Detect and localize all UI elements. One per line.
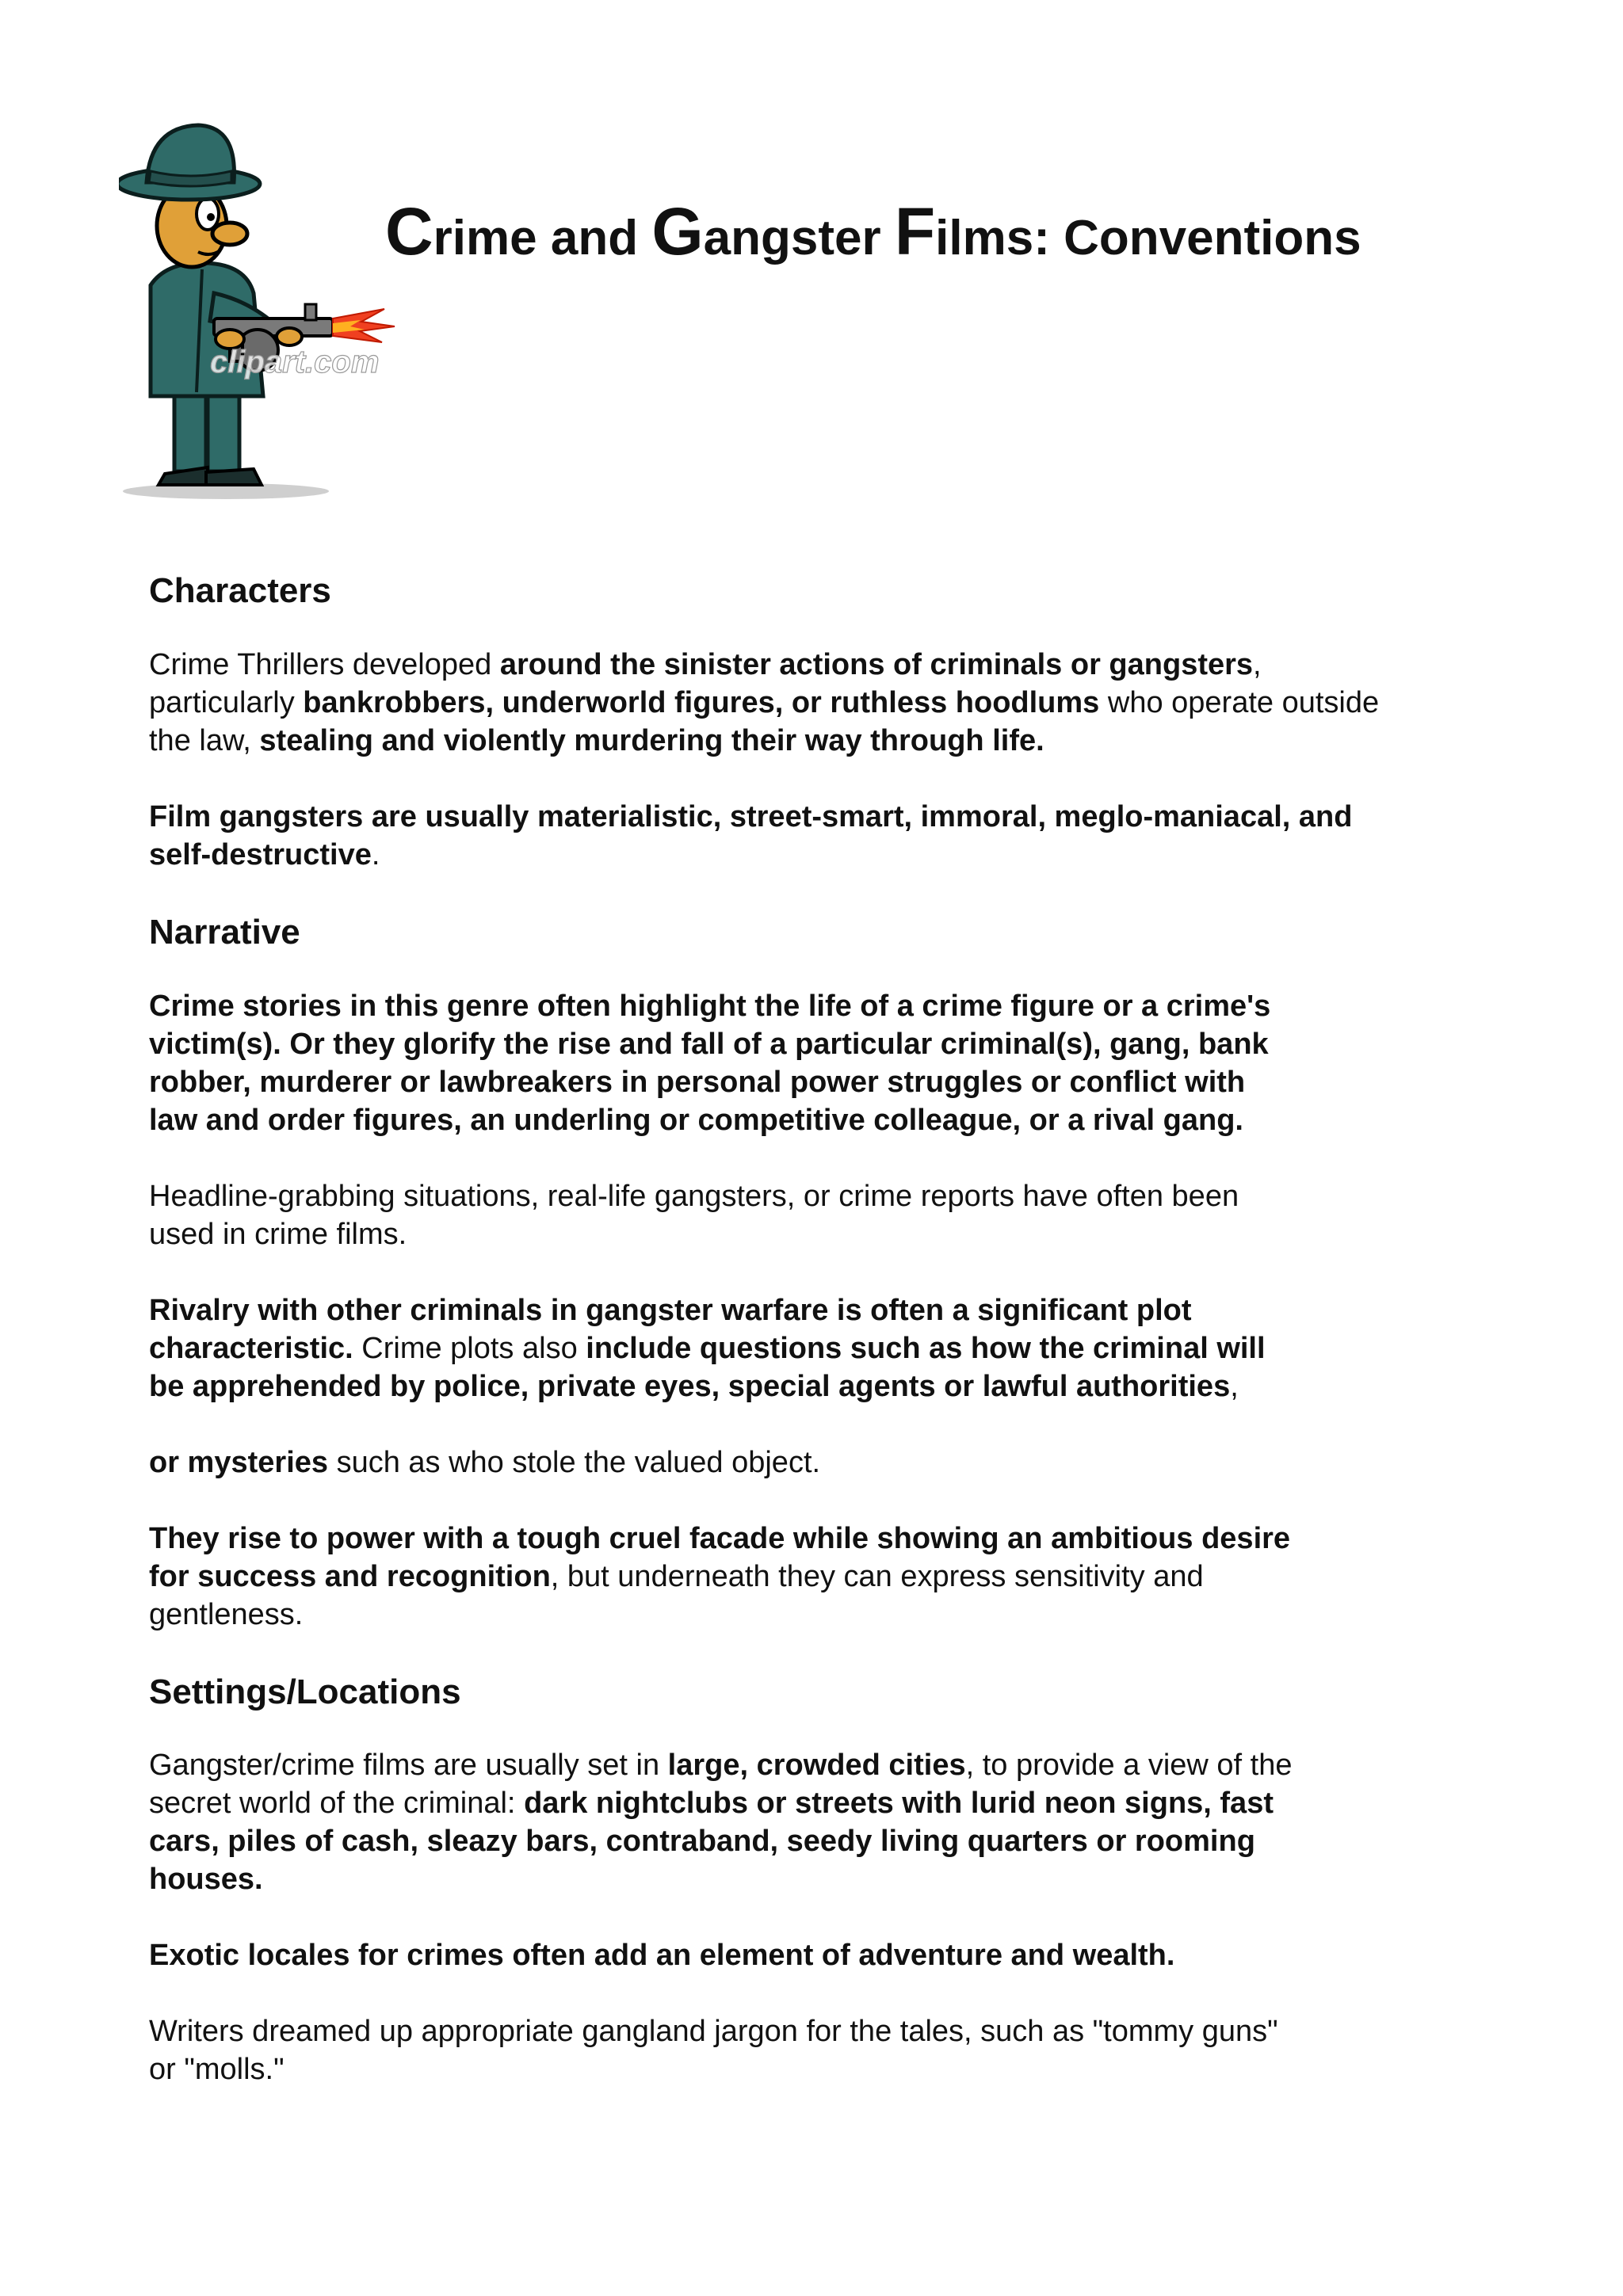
paragraph-characters-1: Crime Thrillers developed around the sinister actions of criminals or gangsters, particularly bankrobbers, underworld figures, or ruthless hoodlums who operate outside the law, stealing and violently murdering their way through life. bbox=[149, 647, 1380, 757]
paragraph-characters-2: Film gangsters are usually materialistic, street-smart, immoral, meglo-maniacal, and self-destructive. bbox=[149, 799, 1353, 871]
page-title: Crime and Gangster Films: Conventions bbox=[385, 194, 1361, 269]
paragraph-narrative-5: They rise to power with a tough cruel facade while showing an ambitious desire for success and recognition, but underneath they can express sensitivity and gentleness. bbox=[149, 1521, 1291, 1631]
section-heading-narrative: Narrative bbox=[149, 912, 300, 952]
section-heading-characters: Characters bbox=[149, 571, 331, 610]
paragraph-narrative-4: or mysteries such as who stole the valued object. bbox=[149, 1445, 821, 1479]
gangster-with-tommy-gun-icon bbox=[119, 119, 499, 499]
clipart-watermark: clipart.com bbox=[210, 345, 380, 379]
paragraph-settings-1: Gangster/crime films are usually set in large, crowded cities, to provide a view of the secret world of the criminal: dark nightclubs or streets with lurid neon signs, fast cars, piles of cash, sleazy bars, contraband, seedy living quarters or rooming houses. bbox=[149, 1749, 1293, 1897]
paragraph-narrative-1: Crime stories in this genre often highlight the life of a crime figure or a crime's victim(s). Or they glorify the rise and fall of a particular criminal(s), gang, bank robber, murderer or lawbreakers in personal power struggles or conflict with law and order figures, an underling or competitive colleague, or a rival gang. bbox=[149, 989, 1271, 1137]
paragraph-narrative-3: Rivalry with other criminals in gangster warfare is often a significant plot characteristic. Crime plots also include questions such as how the criminal will be apprehended by police, private eyes, special agents or lawful authorities, bbox=[149, 1293, 1266, 1403]
paragraph-settings-2: Exotic locales for crimes often add an element of adventure and wealth. bbox=[149, 1939, 1175, 1973]
paragraph-settings-3: Writers dreamed up appropriate gangland jargon for the tales, such as "tommy guns" or "molls." bbox=[149, 2015, 1278, 2087]
section-heading-settings: Settings/Locations bbox=[149, 1672, 461, 1711]
document-body bbox=[149, 570, 1512, 2126]
paragraph-narrative-2: Headline-grabbing situations, real-life gangsters, or crime reports have often been used in crime films. bbox=[149, 1179, 1239, 1251]
